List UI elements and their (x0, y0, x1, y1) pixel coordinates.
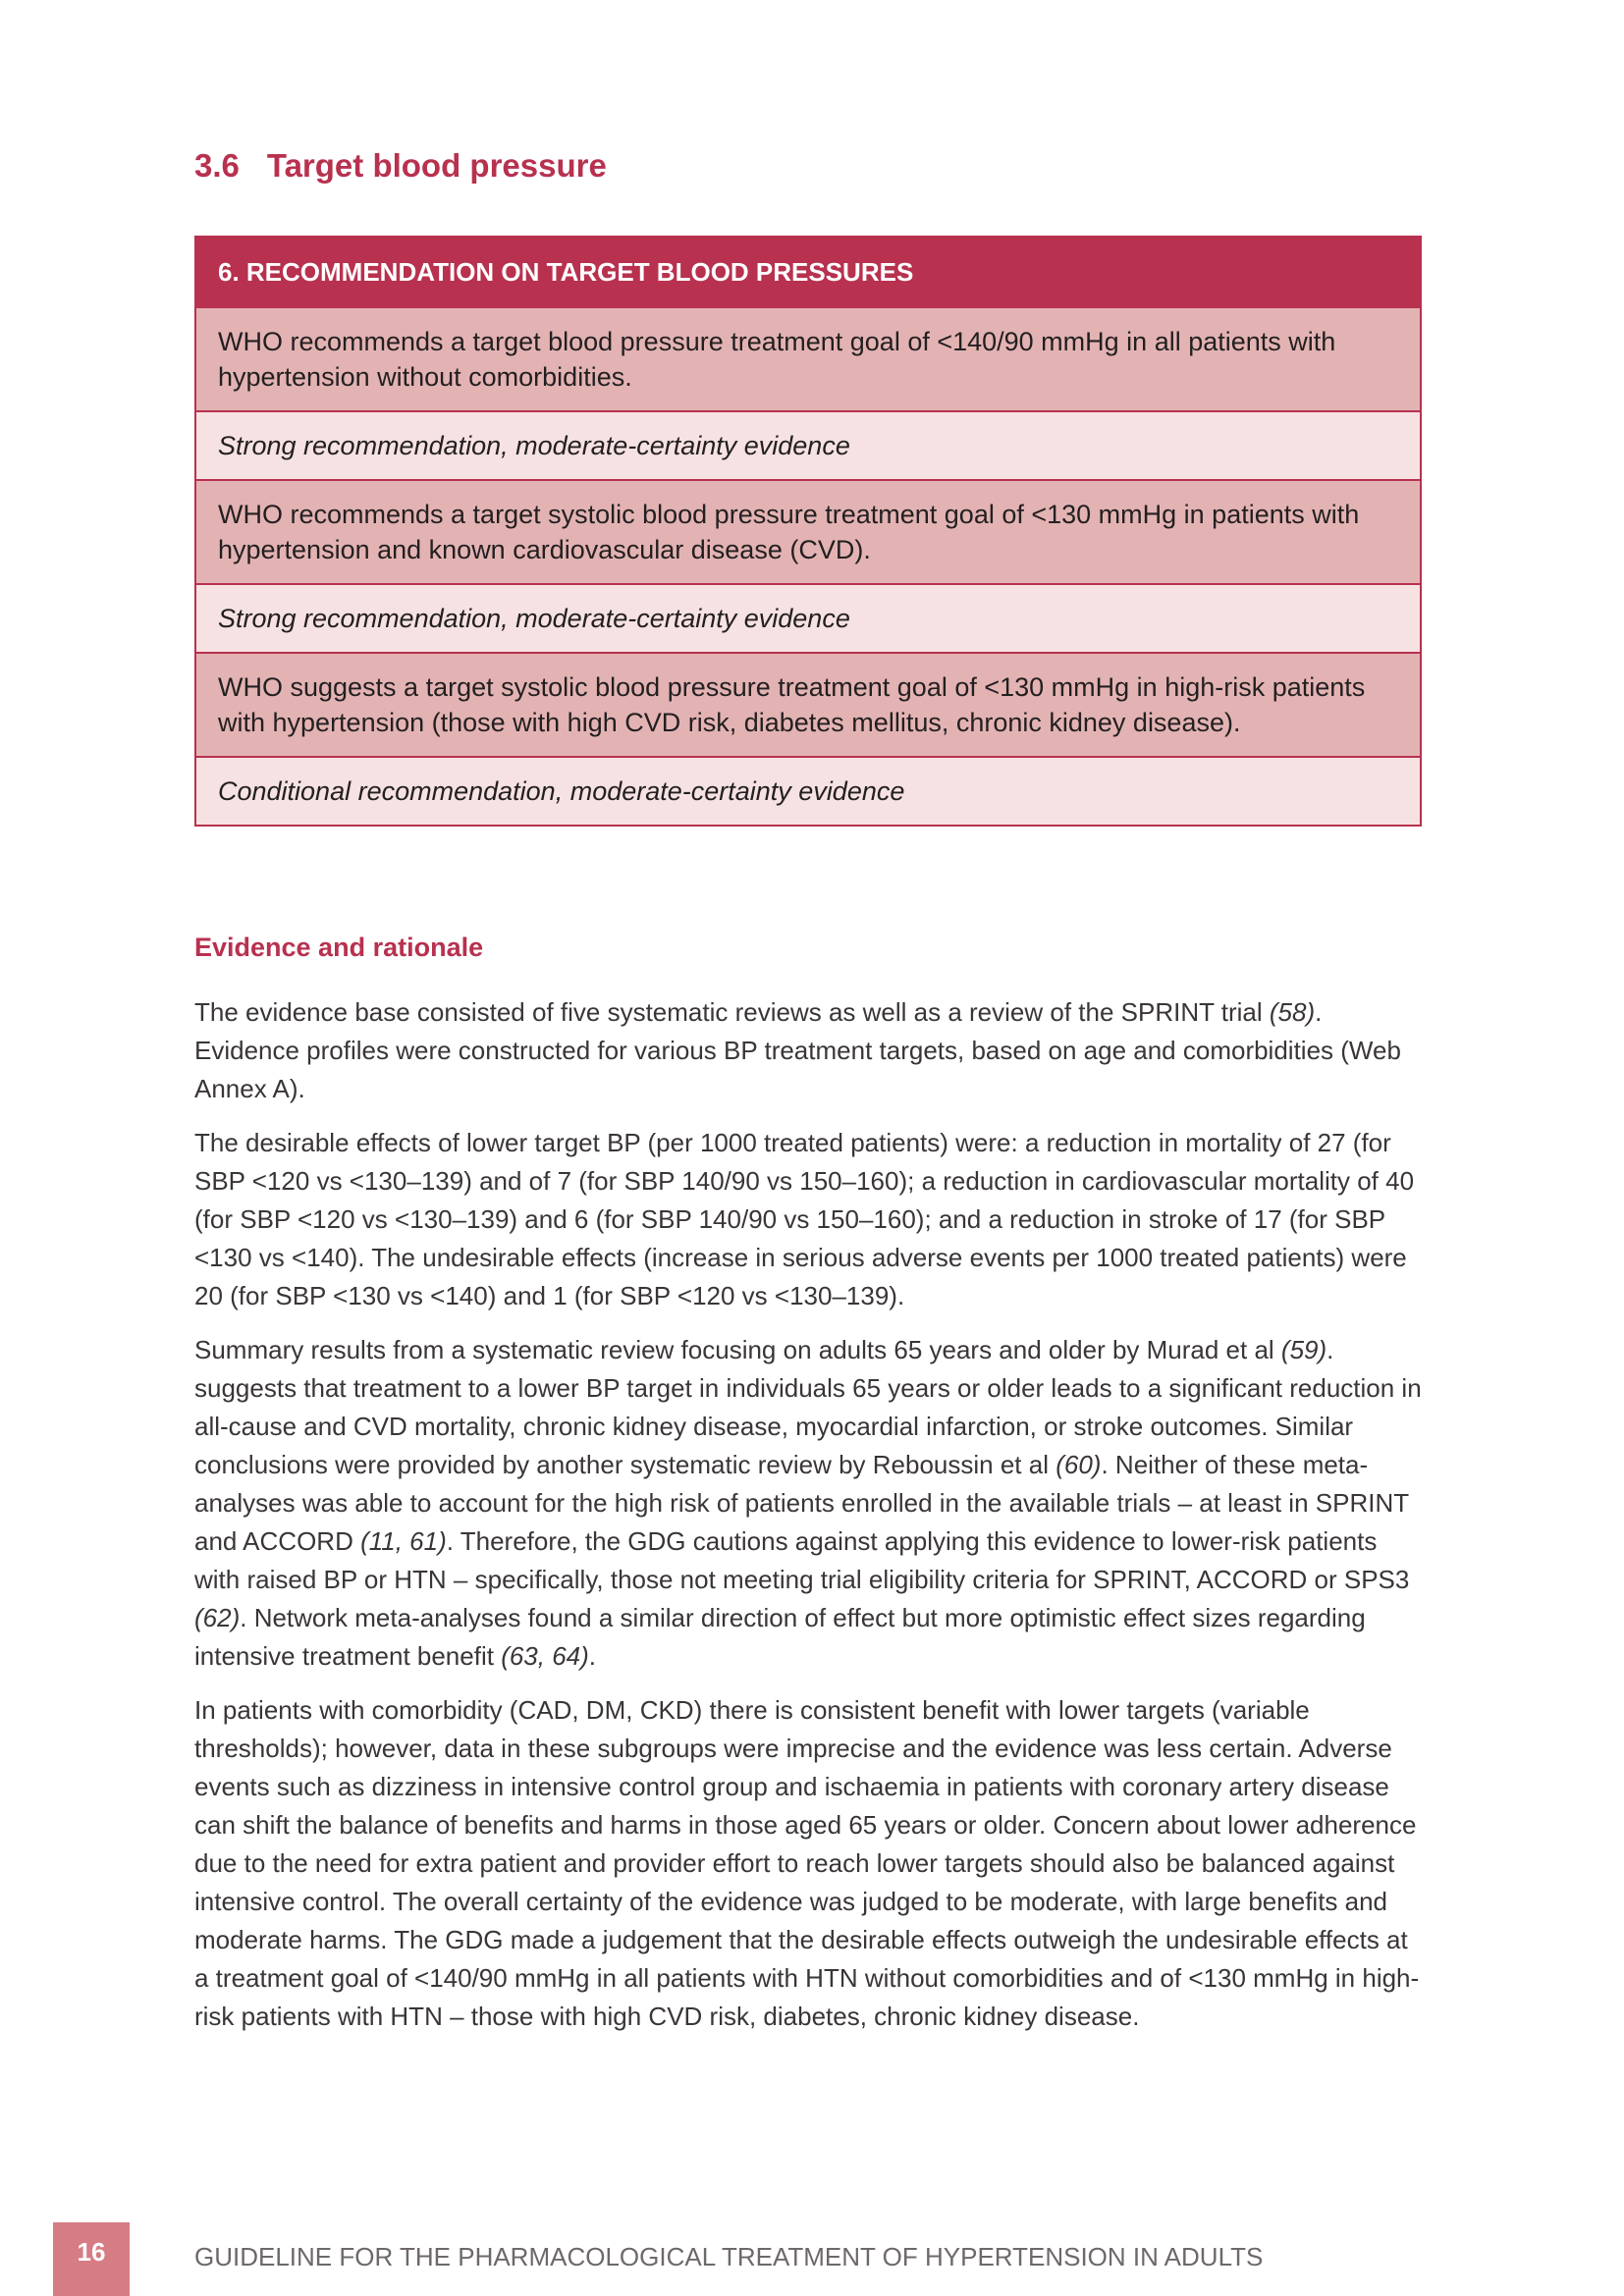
paragraph: In patients with comorbidity (CAD, DM, CKD) there is consistent benefit with lower targets (variable thresholds); however, data in these subgroups were imprecise and the evidence was less certain. Adverse events such as dizziness in intensive control group and ischaemia in patients with coronary artery disease can shift the balance of benefits and harms in those aged 65 years or older. Concern about lower adherence due to the need for extra patient and provider effort to reach lower targets should also be balanced against intensive control. The overall certainty of the evidence was judged to be moderate, with large benefits and moderate harms. The GDG made a judgement that the desirable effects outweigh the undesirable effects at a treatment goal of <140/90 mmHg in all patients with HTN without comorbidities and of <130 mmHg in high-risk patients with HTN – those with high CVD risk, diabetes, chronic kidney disease. (194, 1695, 1420, 2031)
recommendation-box (194, 236, 1422, 827)
section-title: Target blood pressure (266, 147, 607, 184)
recommendation-statement: WHO suggests a target systolic blood pressure treatment goal of <130 mmHg in high-risk patients with hypertension (those with high CVD risk, diabetes mellitus, chronic kidney disease). (196, 652, 1420, 756)
recommendation-statement: WHO recommends a target systolic blood pressure treatment goal of <130 mmHg in patients with hypertension and known cardiovascular disease (CVD). (196, 479, 1420, 583)
paragraph (194, 1331, 1428, 1676)
text-run: The evidence base consisted of five systematic reviews as well as a review of the SPRINT trial (194, 997, 1270, 1027)
evidence-body (194, 993, 1428, 2052)
text-run: . Evidence profiles were constructed for various BP treatment targets, based on age and comorbidities (Web Annex A). (194, 997, 1401, 1103)
text-run: Summary results from a systematic review focusing on adults 65 years and older by Murad et al (194, 1335, 1281, 1364)
text-run: . Therefore, the GDG cautions against applying this evidence to lower-risk patients with raised BP or HTN – specifically, those not meeting trial eligibility criteria for SPRINT, ACCORD or SPS3 (194, 1526, 1410, 1594)
text-run: . Network meta-analyses found a similar direction of effect but more optimistic effect sizes regarding intensive treatment benefit (194, 1603, 1366, 1671)
text-run: . Neither of these meta-analyses was able to account for the high risk of patients enrolled in the available trials – at least in SPRINT and ACCORD (194, 1450, 1409, 1556)
paragraph (194, 993, 1428, 1108)
citation[interactable]: (60) (1056, 1450, 1102, 1479)
citation[interactable]: (58) (1269, 997, 1316, 1027)
section-number: 3.6 (194, 147, 240, 184)
section-heading (194, 147, 607, 185)
text-run: . suggests that treatment to a lower BP target in individuals 65 years or older leads to a significant reduction in all-cause and CVD mortality, chronic kidney disease, myocardial infarction, or stroke outcomes. Similar conclusions were provided by another systematic review by Reboussin et al (194, 1335, 1422, 1479)
recommendation-strength: Strong recommendation, moderate-certainty evidence (196, 583, 1420, 652)
page-number: 16 (53, 2222, 130, 2296)
citation[interactable]: (11, 61) (360, 1526, 447, 1556)
text-run: . (588, 1641, 597, 1671)
recommendation-statement: WHO recommends a target blood pressure treatment goal of <140/90 mmHg in all patients with hypertension without comorbidities. (196, 306, 1420, 410)
citation[interactable]: (63, 64) (501, 1641, 589, 1671)
recommendation-title: 6. RECOMMENDATION ON TARGET BLOOD PRESSURES (196, 238, 1420, 306)
evidence-heading: Evidence and rationale (194, 933, 484, 962)
citation[interactable]: (59) (1280, 1335, 1327, 1364)
running-footer-title: GUIDELINE FOR THE PHARMACOLOGICAL TREATMENT OF HYPERTENSION IN ADULTS (194, 2242, 1264, 2271)
citation[interactable]: (62) (194, 1603, 241, 1632)
recommendation-strength: Conditional recommendation, moderate-certainty evidence (196, 756, 1420, 825)
paragraph: The desirable effects of lower target BP (per 1000 treated patients) were: a reduction in mortality of 27 (for SBP <120 vs <130–139) and of 7 (for SBP 140/90 vs 150–160); a reduction in cardiovascular mortality of 40 (for SBP <120 vs <130–139) and 6 (for SBP 140/90 vs 150–160); and a reduction in stroke of 17 (for SBP <130 vs <140). The undesirable effects (increase in serious adverse events per 1000 treated patients) were 20 (for SBP <130 vs <140) and 1 (for SBP <120 vs <130–139). (194, 1128, 1415, 1310)
recommendation-strength: Strong recommendation, moderate-certainty evidence (196, 410, 1420, 479)
